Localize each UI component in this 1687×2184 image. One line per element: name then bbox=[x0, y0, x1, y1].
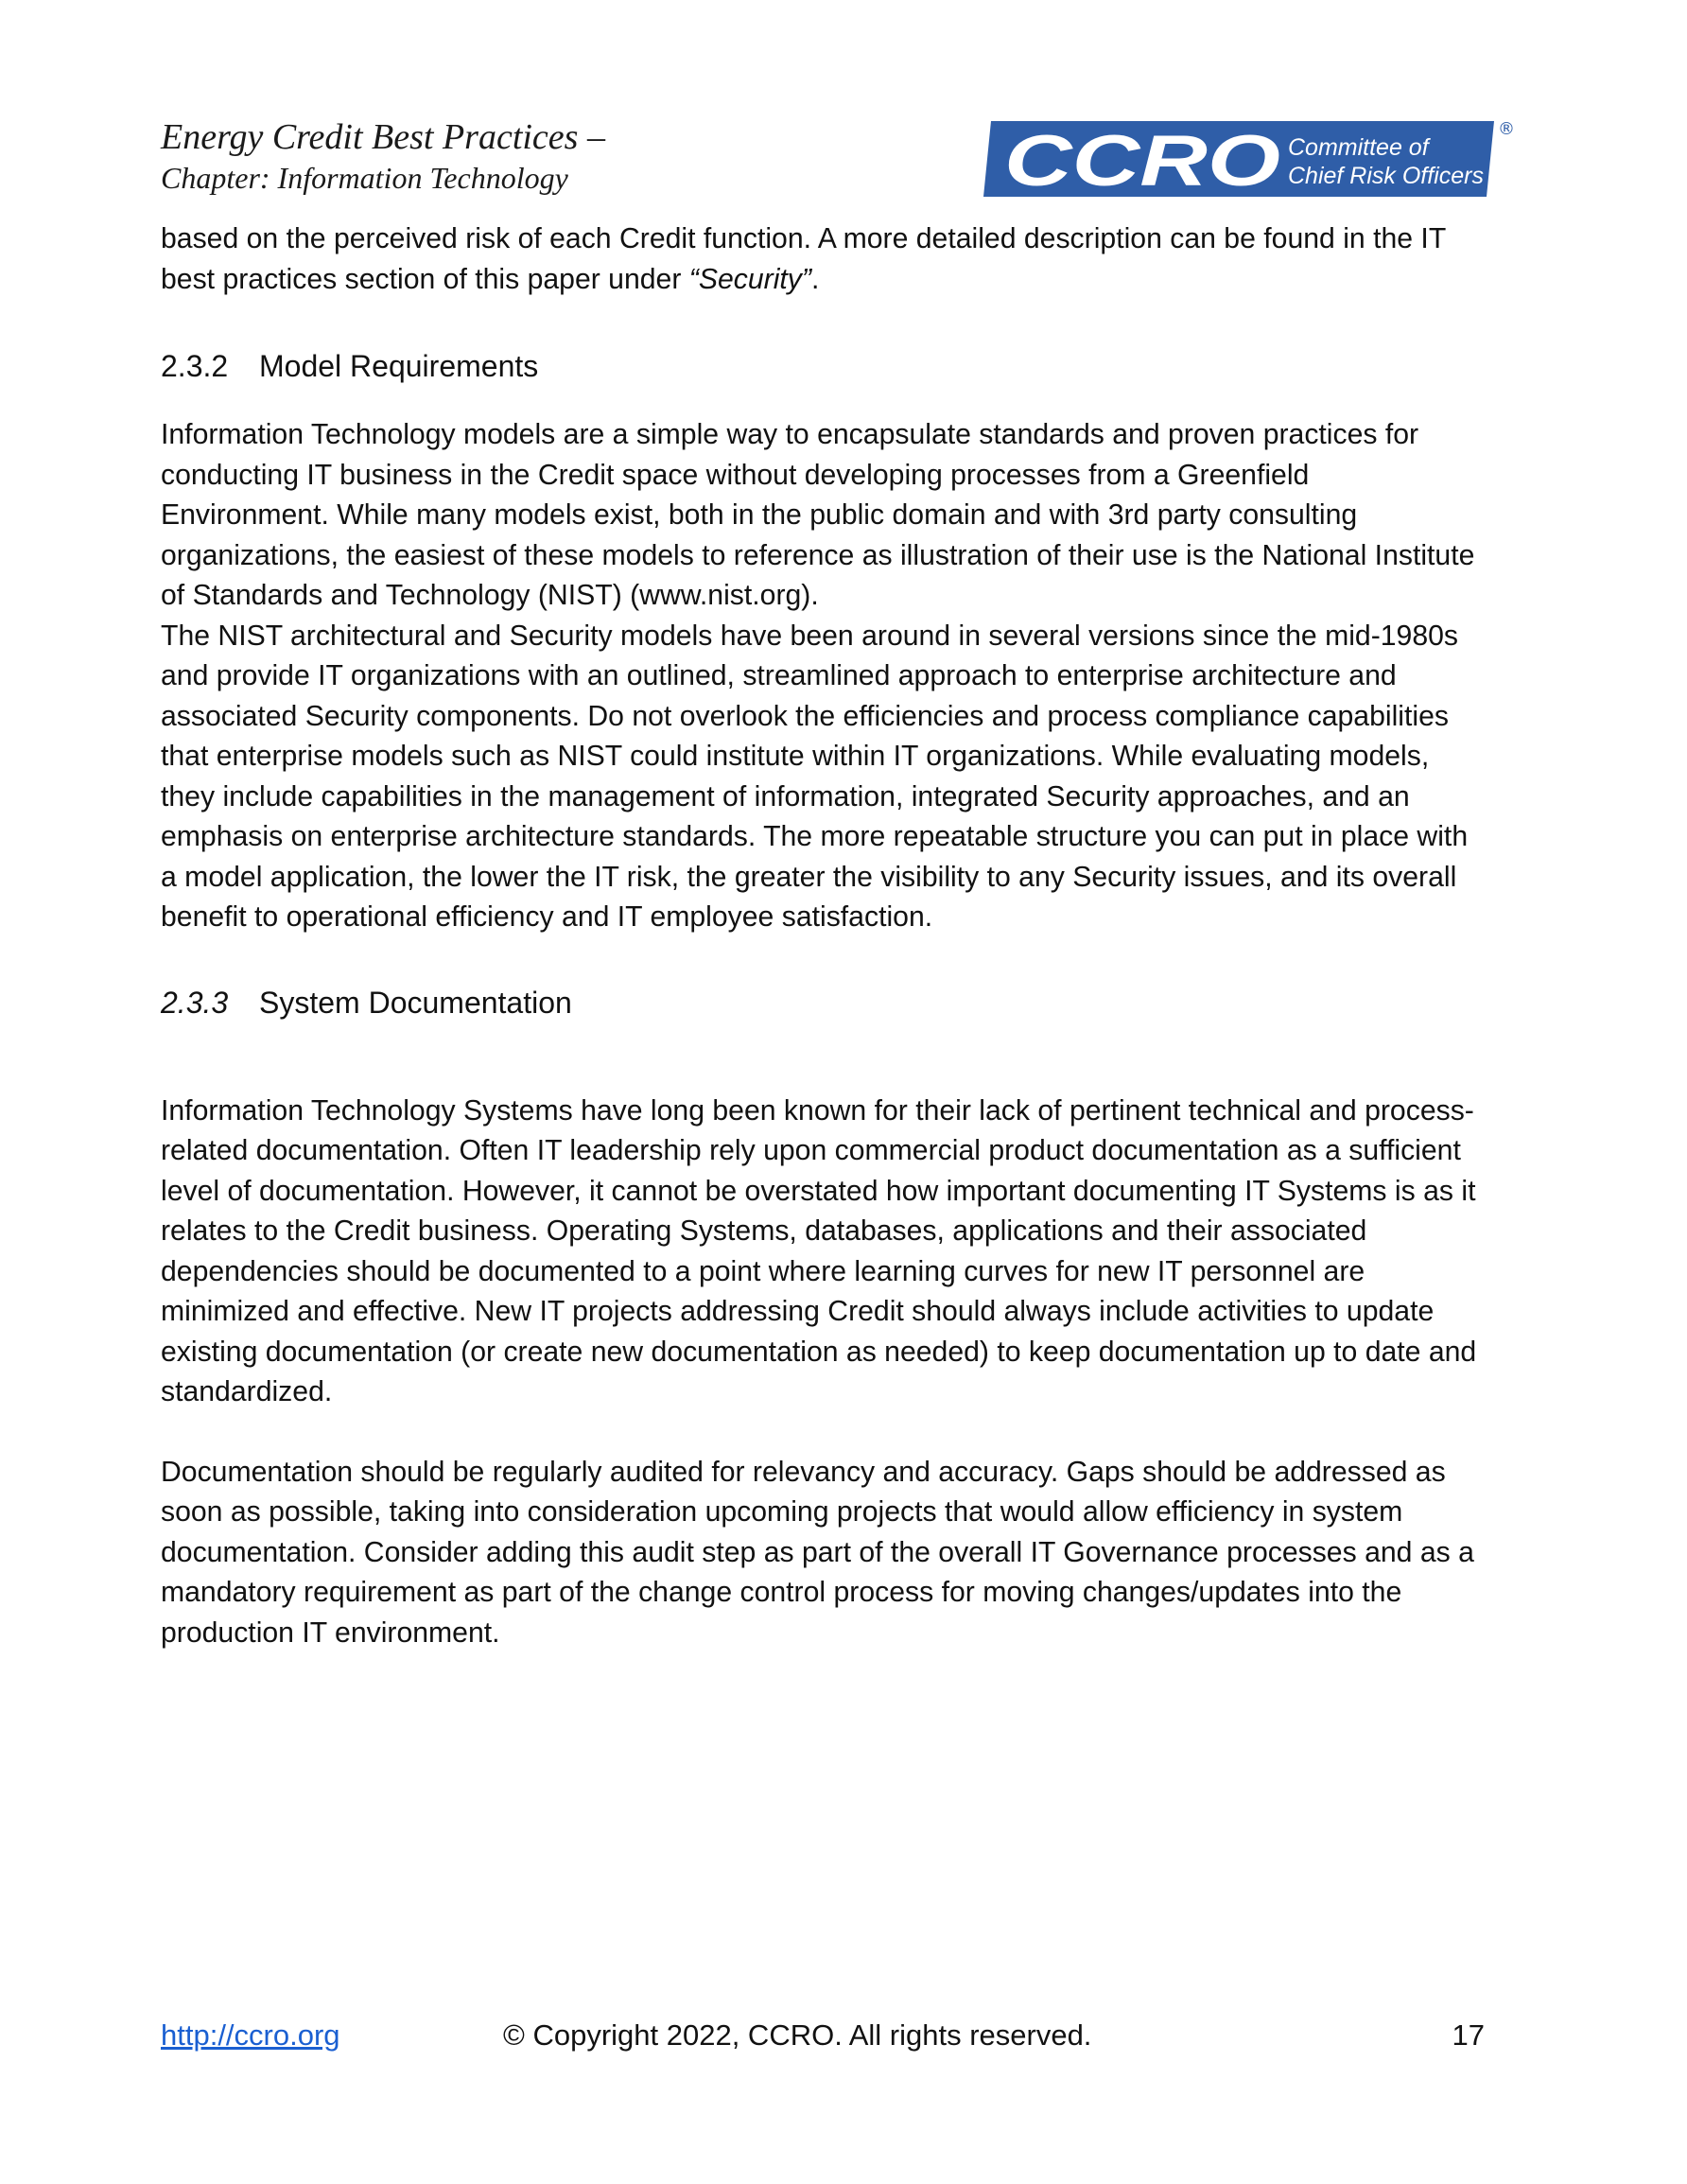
ccro-website-link[interactable]: http://ccro.org bbox=[161, 2018, 340, 2052]
model-requirements-paragraph-2: The NIST architectural and Security models have been around in several versions since the mid-1980s and provide IT organizations with an outlined, streamlined approach to enterprise architecture and associated Security components. Do not overlook the efficiencies and process compliance capabilities that enterprise models such as NIST could institute within IT organizations. While evaluating models, they include capabilities in the management of information, integrated Security approaches, and an emphasis on enterprise architecture standards. The more repeatable structure you can put in place with a model application, the lower the IT risk, the greater the visibility to any Security issues, and its overall benefit to operational efficiency and IT employee satisfaction. bbox=[161, 620, 1469, 933]
document-title: Energy Credit Best Practices – bbox=[161, 117, 605, 157]
section-heading-model-requirements bbox=[161, 347, 1485, 385]
section-title: System Documentation bbox=[259, 985, 572, 1020]
logo-text: CCRO bbox=[1004, 121, 1280, 201]
model-requirements-paragraph-1: Information Technology models are a simple way to encapsulate standards and proven practices for conducting IT business in the Credit space without developing processes from a Greenfield Environment. While many models exist, both in the public domain and with 3rd party consulting organizations, the easiest of these models to reference as illustration of their use is the National Institute of Standards and Technology (NIST) (www.nist.org). bbox=[161, 419, 1475, 611]
page-footer bbox=[161, 2015, 1485, 2056]
logo-tagline-1: Committee of bbox=[1288, 134, 1429, 161]
section-heading-system-documentation bbox=[161, 984, 1485, 1022]
page-number: 17 bbox=[1452, 2018, 1485, 2052]
page-header bbox=[161, 115, 605, 197]
section-number: 2.3.3 bbox=[161, 985, 229, 1020]
copyright-notice: © Copyright 2022, CCRO. All rights reserved. bbox=[503, 2018, 1092, 2052]
intro-paragraph bbox=[161, 219, 1485, 300]
section-title: Model Requirements bbox=[259, 349, 539, 383]
ccro-logo bbox=[983, 114, 1513, 201]
logo-tagline-2: Chief Risk Officers bbox=[1288, 163, 1484, 189]
registered-mark: ® bbox=[1498, 119, 1515, 139]
system-documentation-paragraph-2: Documentation should be regularly audited for relevancy and accuracy. Gaps should be addressed as soon as possible, taking into consideration upcoming projects that would allow efficiency in system documentation. Consider adding this audit step as part of the overall IT Governance processes and as a mandatory requirement as part of the change control process for moving changes/updates into the production IT environment. bbox=[161, 1456, 1474, 1649]
page-content bbox=[161, 219, 1485, 1653]
chapter-title: Chapter: Information Technology bbox=[161, 161, 568, 195]
intro-end: . bbox=[810, 263, 820, 295]
intro-quote: “Security” bbox=[688, 263, 811, 295]
system-documentation-paragraph-1: Information Technology Systems have long been known for their lack of pertinent technical and process-related documentation. Often IT leadership rely upon commercial product documentation as a sufficient level of documentation. However, it cannot be overstated how important documenting IT Systems is as it relates to the Credit business. Operating Systems, databases, applications and their associated dependencies should be documented to a point where learning curves for new IT personnel are minimized and effective. New IT projects addressing Credit should always include activities to update existing documentation (or create new documentation as needed) to keep documentation up to date and standardized. bbox=[161, 1094, 1477, 1407]
intro-text: based on the perceived risk of each Credit function. A more detailed description can be found in the IT best practices section of this paper under bbox=[161, 223, 1446, 295]
section-number: 2.3.2 bbox=[161, 349, 229, 383]
